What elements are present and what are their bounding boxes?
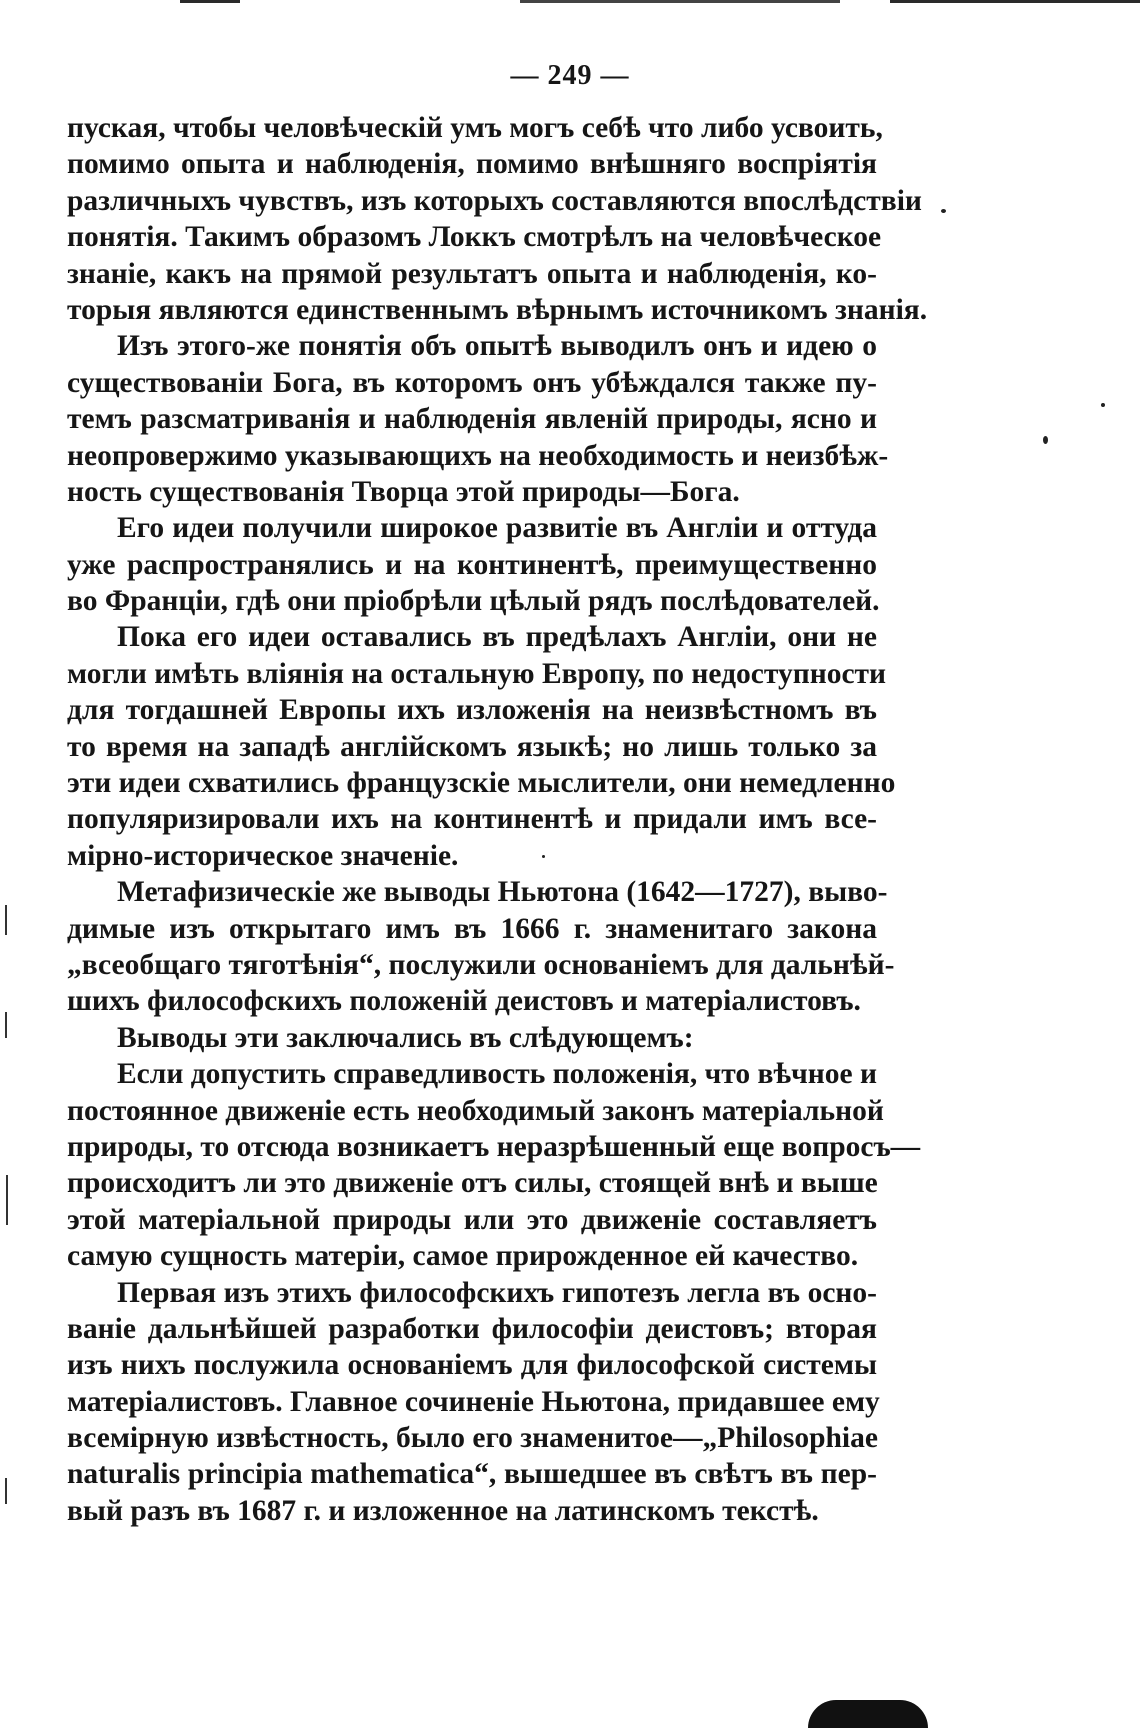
ink-speck: [542, 855, 545, 858]
margin-mark: [6, 1175, 8, 1225]
text-line: „всеобщаго тяготѣнія“, послужили основаніемъ для дальнѣй-: [67, 948, 895, 981]
text-line: различныхъ чувствъ, изъ которыхъ составляются впослѣдствіи: [67, 184, 922, 217]
text-line: этой матеріальной природы или это движеніе составляетъ: [67, 1203, 877, 1236]
text-line: шихъ философскихъ положеній деистовъ и матеріалистовъ.: [67, 985, 861, 1018]
text-line: изъ нихъ послужила основаніемъ для философской системы: [67, 1349, 877, 1382]
text-line: Выводы эти заключались въ слѣдующемъ:: [117, 1021, 694, 1054]
text-line: уже распространялись и на континентѣ, преимущественно: [67, 548, 877, 581]
text-line: происходитъ ли это движеніе отъ силы, стоящей внѣ и выше: [67, 1167, 878, 1200]
top-edge-rule: [520, 0, 840, 3]
text-line: популяризировали ихъ на континентѣ и придали имъ все-: [67, 803, 877, 836]
text-line: мірно-историческое значеніе.: [67, 839, 459, 872]
ink-speck: [1101, 403, 1105, 407]
text-line: неопровержимо указывающихъ на необходимость и неизбѣж-: [67, 439, 889, 472]
text-line: во Франціи, гдѣ они пріобрѣли цѣлый рядъ послѣдователей.: [67, 585, 880, 618]
text-line: naturalis principia mathematica“, вышедшее въ свѣтъ въ пер-: [67, 1458, 877, 1491]
page-number: — 249 —: [510, 60, 630, 91]
text-line: ность существованія Творца этой природы—Бога.: [67, 475, 740, 508]
text-line: знаніе, какъ на прямой результатъ опыта и наблюденія, ко-: [67, 257, 877, 290]
text-line: понятія. Такимъ образомъ Локкъ смотрѣлъ на человѣческое: [67, 221, 882, 254]
text-line: для тогдашней Европы ихъ изложенія на неизвѣстномъ въ: [67, 694, 877, 727]
text-line: существованіи Бога, въ которомъ онъ убѣждался также пу-: [67, 366, 877, 399]
text-line: помимо опыта и наблюденія, помимо внѣшняго воспріятія: [67, 148, 877, 181]
body-text: [67, 110, 928, 1529]
text-line: Метафизическіе же выводы Ньютона (1642—1727), выво-: [117, 876, 888, 909]
text-line: темъ разсматриванія и наблюденія явленій природы, ясно и: [67, 403, 877, 436]
text-line: вый разъ въ 1687 г. и изложенное на латинскомъ текстѣ.: [67, 1494, 819, 1527]
text-line: постоянное движеніе есть необходимый законъ матеріальной: [67, 1094, 884, 1127]
text-line: Пока его идеи оставались въ предѣлахъ Англіи, они не: [117, 621, 877, 654]
top-edge-rule: [180, 0, 240, 3]
margin-mark: [5, 905, 7, 935]
text-line: матеріалистовъ. Главное сочиненіе Ньютона, придавшее ему: [67, 1385, 880, 1418]
text-line: всемірную извѣстность, было его знаменитое—„Philosophiae: [67, 1422, 878, 1455]
text-line: ваніе дальнѣйшей разработки философіи деистовъ; вторая: [67, 1312, 877, 1345]
scan-smudge: [808, 1700, 928, 1728]
text-line: димые изъ открытаго имъ въ 1666 г. знаменитаго закона: [67, 912, 877, 945]
ink-speck: [941, 209, 946, 213]
text-line: природы, то отсюда возникаетъ неразрѣшенный еще вопросъ—: [67, 1130, 921, 1163]
text-line: могли имѣть вліянія на остальную Европу, по недоступности: [67, 657, 887, 690]
text-line: Первая изъ этихъ философскихъ гипотезъ легла въ осно-: [117, 1276, 877, 1309]
ink-speck: [1043, 436, 1048, 444]
text-line: Если допустить справедливость положенія, что вѣчное и: [117, 1058, 877, 1091]
text-line: Изъ этого-же понятія объ опытѣ выводилъ онъ и идею о: [117, 330, 877, 363]
text-line: пуская, чтобы человѣческій умъ могъ себѣ что либо усвоить,: [67, 112, 883, 144]
margin-mark: [5, 1012, 7, 1038]
margin-mark: [5, 1478, 7, 1504]
text-line: торыя являются единственнымъ вѣрнымъ источникомъ знанія.: [67, 293, 928, 326]
text-line: эти идеи схватились французскіе мыслители, они немедленно: [67, 767, 896, 800]
top-edge-rule: [890, 0, 1140, 3]
text-line: Его идеи получили широкое развитіе въ Англіи и оттуда: [117, 512, 877, 545]
text-line: то время на западѣ англійскомъ языкѣ; но лишь только за: [67, 730, 877, 763]
text-line: самую сущность матеріи, самое прирожденное ей качество.: [67, 1240, 859, 1273]
